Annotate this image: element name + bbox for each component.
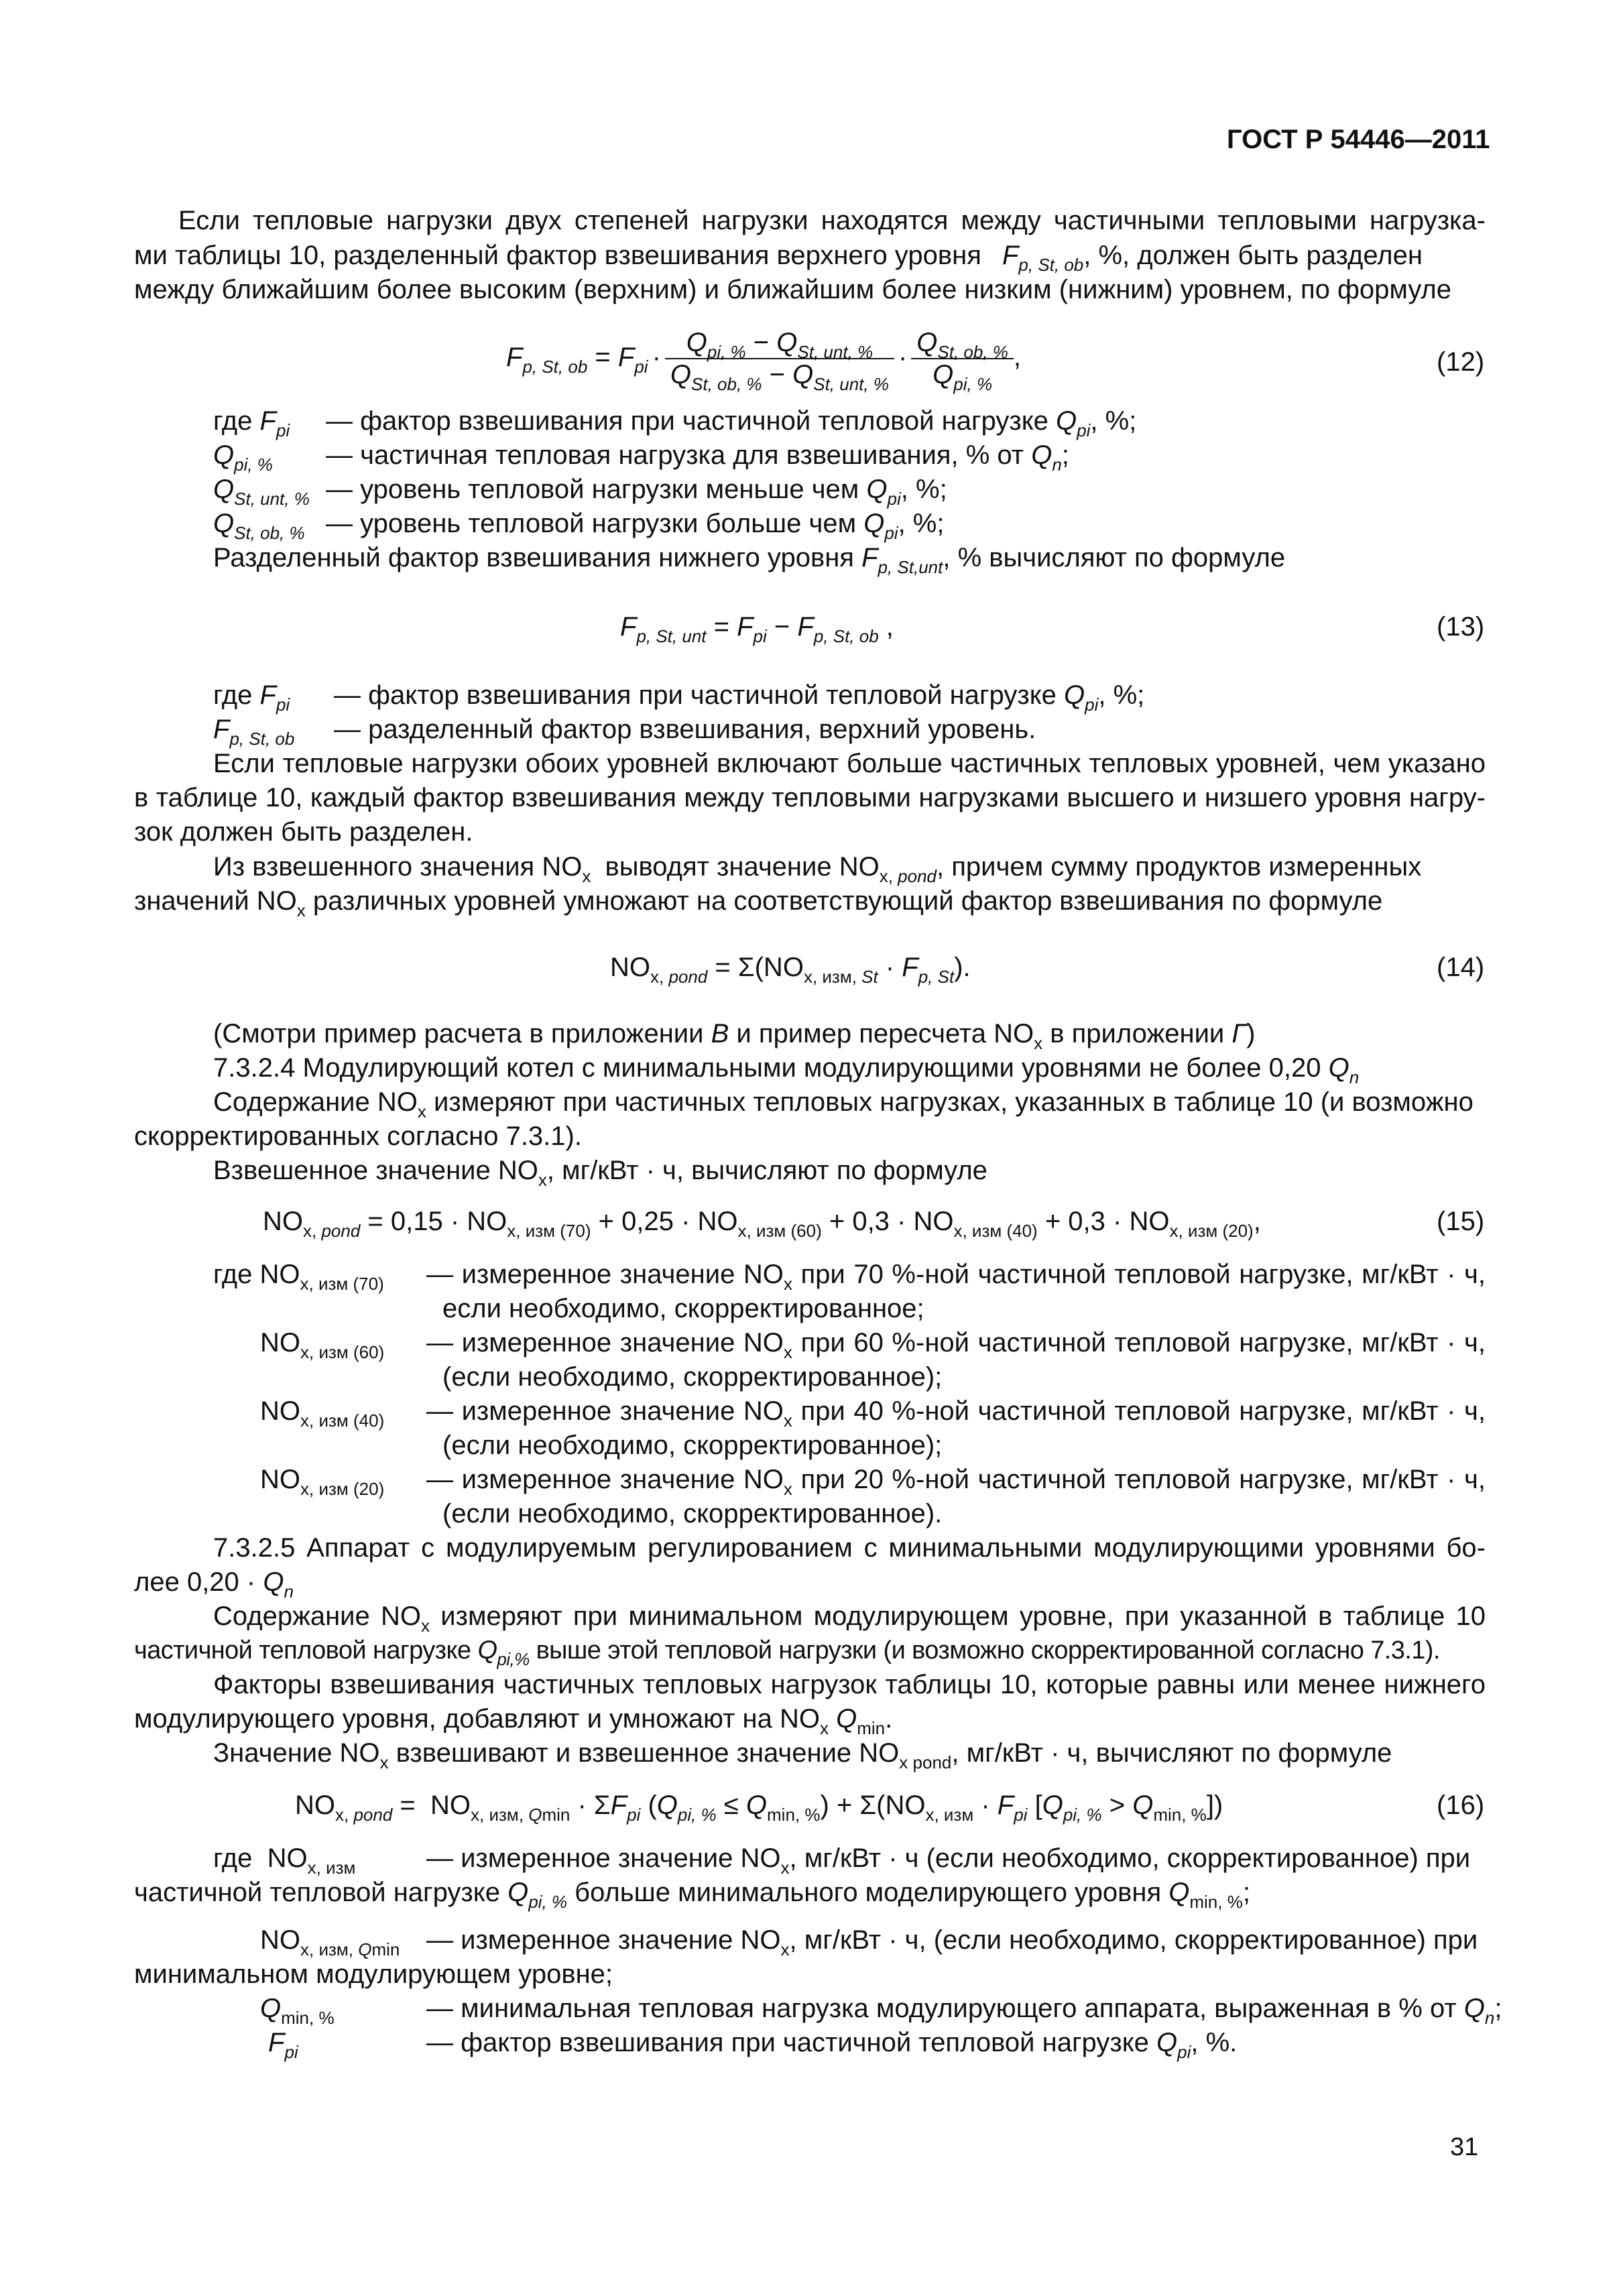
where-16-def-4: — фактор взвешивания при частичной тепловой нагрузке $Q_{pi}$, %.: [426, 2028, 1238, 2062]
where-13-def-2: — разделенный фактор взвешивания, верхний уровень.: [334, 715, 1036, 744]
where-15-sym-3: $NO_{x, изм (40)}$: [260, 1396, 385, 1431]
section-7-3-2-5-para-2: частичной тепловой нагрузке $Q_{pi,\%}$ выше этой тепловой нагрузки (и возможно скорректированной согласно 7.3.1).: [134, 1636, 1440, 1669]
split-factor-paragraph: Разделенный фактор взвешивания нижнего уровня $F_{p, St,unt}$, % вычисляют по формуле: [213, 543, 1286, 577]
section-7-3-2-4-line-2: скорректированных согласно 7.3.1).: [134, 1122, 582, 1151]
section-7-3-2-4-line-3: Взвешенное значение $NO_x$, мг/кВт · ч, вычисляют по формуле: [213, 1156, 987, 1190]
where-12-sym-2: $Q_{pi, \%}$: [213, 440, 273, 475]
where-15-def-2-line-1: — измеренное значение $NO_x$ при 60 %-ной частичной тепловой нагрузке, мг/кВт · ч,: [426, 1328, 1486, 1362]
section-7-3-2-5-para-3: Факторы взвешивания частичных тепловых нагрузок таблицы 10, которые равны или менее нижнего: [213, 1670, 1486, 1699]
equation-14-number: (14): [1437, 953, 1485, 982]
where-16-def-1-line-1: — измеренное значение $NO_x$, мг/кВт · ч (если необходимо, скорректированное) при: [426, 1844, 1471, 1878]
page-header: ГОСТ Р 54446—2011: [1227, 125, 1490, 154]
equation-15-number: (15): [1437, 1207, 1485, 1236]
where-12-def-2: — частичная тепловая нагрузка для взвешивания, % от $Q_n$;: [326, 440, 1069, 475]
where-15-def-3-line-1: — измеренное значение $NO_x$ при 40 %-ной частичной тепловой нагрузке, мг/кВт · ч,: [426, 1396, 1486, 1431]
equation-13-number: (13): [1437, 612, 1485, 642]
where-12-def-4: — уровень тепловой нагрузки больше чем $Q_{pi}$, %;: [326, 509, 945, 543]
equation-13: $F_{p, St, unt} = F_{pi} - F_{p, St, ob}$ ,: [620, 612, 894, 646]
section-7-3-2-5-para-4: модулирующего уровня, добавляют и умножают на $NO_x$ $Q_{min}$.: [134, 1704, 893, 1738]
equation-12-number: (12): [1437, 347, 1485, 377]
where-13-label: где $F_{pi}$: [213, 680, 290, 715]
where-16-def-2-line-2: минимальном модулирующем уровне;: [134, 1959, 613, 1989]
where-15-sym-1: где $NO_{x, изм (70)}$: [213, 1260, 384, 1294]
where-12-def-1: — фактор взвешивания при частичной тепловой нагрузке $Q_{pi}$, %;: [326, 406, 1137, 440]
where-15-sym-4: $NO_{x, изм (20)}$: [260, 1465, 385, 1499]
section-7-3-2-4-line-1: Содержание $NO_x$ измеряют при частичных тепловых нагрузках, указанных в таблице 10 (и возможно: [213, 1087, 1474, 1122]
nox-line-2: значений $NO_x$ различных уровней умножают на соответствующий фактор взвешивания по формуле: [134, 886, 1383, 920]
equation-16-number: (16): [1437, 1791, 1485, 1820]
section-7-3-2-5-para-1: Содержание $NO_x$ измеряют при минимальном модулирующем уровне, при указанной в таблице 10: [213, 1602, 1486, 1636]
where-16-sym-4: $F_{pi}$: [268, 2028, 298, 2062]
where-16-sym-2: $NO_{x, изм, Qmin}$: [260, 1925, 400, 1959]
where-16-def-2-line-1: — измеренное значение $NO_x$, мг/кВт · ч, (если необходимо, скорректированное) при: [426, 1925, 1478, 1959]
where-15-def-3-line-2: (если необходимо, скорректированное);: [442, 1431, 943, 1460]
equation-14: $NO_{x, pond} = \Sigma(NO_{x, изм, St} \cdot F_{p, St})$.: [610, 953, 971, 987]
both-levels-line-2: в таблице 10, каждый фактор взвешивания между тепловыми нагрузками высшего и низшего уровня нагру-: [134, 783, 1486, 812]
intro-line-1: Если тепловые нагрузки двух степеней нагрузки находятся между частичными тепловыми нагрузка-: [178, 206, 1486, 235]
section-7-3-2-5-para-5: Значение $NO_x$ взвешивают и взвешенное значение $NO_{x pond}$, мг/кВт · ч, вычисляют по формуле: [213, 1738, 1392, 1772]
see-appendix-line: (Смотри пример расчета в приложении В и пример пересчета $NO_x$ в приложении Г): [213, 1019, 1256, 1053]
where-15-def-1-line-1: — измеренное значение $NO_x$ при 70 %-ной частичной тепловой нагрузке, мг/кВт · ч,: [426, 1260, 1486, 1294]
intro-line-2: ми таблицы 10, разделенный фактор взвешивания верхнего уровня $F_{p, St, ob}$, %, должен быть разделен: [134, 241, 1423, 275]
intro-line-3: между ближайшим более высоким (верхним) и ближайшим более низким (нижним) уровнем, по формуле: [134, 275, 1452, 304]
where-12-sym-3: $Q_{St, unt, \%}$: [213, 475, 310, 509]
equation-15: $NO_{x, pond} = 0,15 \cdot NO_{x, изм (70)} + 0,25 \cdot NO_{x, изм (60)} + 0,3 \cdot NO_{x, изм (40)} + 0,3 \cdot NO_{x, изм (20)}$,: [263, 1207, 1261, 1241]
equation-12: $F_{p, St, ob} = F_{pi}$ · $\frac{Q_{pi, \%} - Q_{St, unt, \%}}{Q_{St, ob, \%} - Q_{St, unt, \%}}$ · $\frac{Q_{St, ob, \%}}{Q_{pi, \%}}$ ,: [506, 328, 1022, 394]
where-15-def-4-line-1: — измеренное значение $NO_x$ при 20 %-ной частичной тепловой нагрузке, мг/кВт · ч,: [426, 1465, 1486, 1499]
nox-line-1: Из взвешенного значения $NO_x$ выводят значение $NO_{x, pond}$, причем сумму продуктов измеренных: [213, 852, 1422, 886]
where-15-def-4-line-2: (если необходимо, скорректированное).: [442, 1499, 943, 1528]
where-13-def-1: — фактор взвешивания при частичной тепловой нагрузке $Q_{pi}$, %;: [334, 680, 1145, 715]
where-15-sym-2: $NO_{x, изм (60)}$: [260, 1328, 385, 1362]
where-12-label: где $F_{pi}$: [213, 406, 290, 440]
page-number: 31: [1450, 2133, 1479, 2161]
where-15-def-1-line-2: если необходимо, скорректированное;: [442, 1294, 924, 1323]
section-7-3-2-5-title-2: лее $0,20 \cdot Q_n$: [134, 1567, 294, 1602]
where-16-sym-1: где $NO_{x, изм}$: [213, 1844, 356, 1878]
where-16-def-1-line-2: частичной тепловой нагрузке $Q_{pi, \%}$ больше минимального моделирующего уровня $Q_{min, \%}$;: [134, 1878, 1250, 1912]
both-levels-line-1: Если тепловые нагрузки обоих уровней включают больше частичных тепловых уровней, чем указано: [213, 749, 1486, 778]
equation-16: $NO_{x, pond} = NO_{x, изм, Qmin} \cdot \Sigma F_{pi}$ $(Q_{pi, \%} \le Q_{min, \%}) + \Sigma(NO_{x, изм} \cdot F_{pi}$ $[Q_{pi, \%} > Q_{min, \%}]$): [295, 1791, 1223, 1825]
section-7-3-2-5-title-1: 7.3.2.5 Аппарат с модулируемым регулированием с минимальными модулирующими уровнями бо-: [213, 1533, 1486, 1563]
where-13-sym-2: $F_{p, St, ob}$: [213, 715, 295, 749]
where-15-def-2-line-2: (если необходимо, скорректированное);: [442, 1362, 943, 1392]
section-7-3-2-4-title: 7.3.2.4 Модулирующий котел с минимальными модулирующими уровнями не более 0,20 $Q_n$: [213, 1053, 1360, 1087]
both-levels-line-3: зок должен быть разделен.: [134, 817, 473, 847]
where-16-def-3: — минимальная тепловая нагрузка модулирующего аппарата, выраженная в % от $Q_n$;: [426, 1994, 1502, 2028]
where-12-def-3: — уровень тепловой нагрузки меньше чем $Q_{pi}$, %;: [326, 475, 947, 509]
where-12-sym-4: $Q_{St, ob, \%}$: [213, 509, 305, 543]
where-16-sym-3: $Q_{min, \%}$: [260, 1994, 335, 2028]
